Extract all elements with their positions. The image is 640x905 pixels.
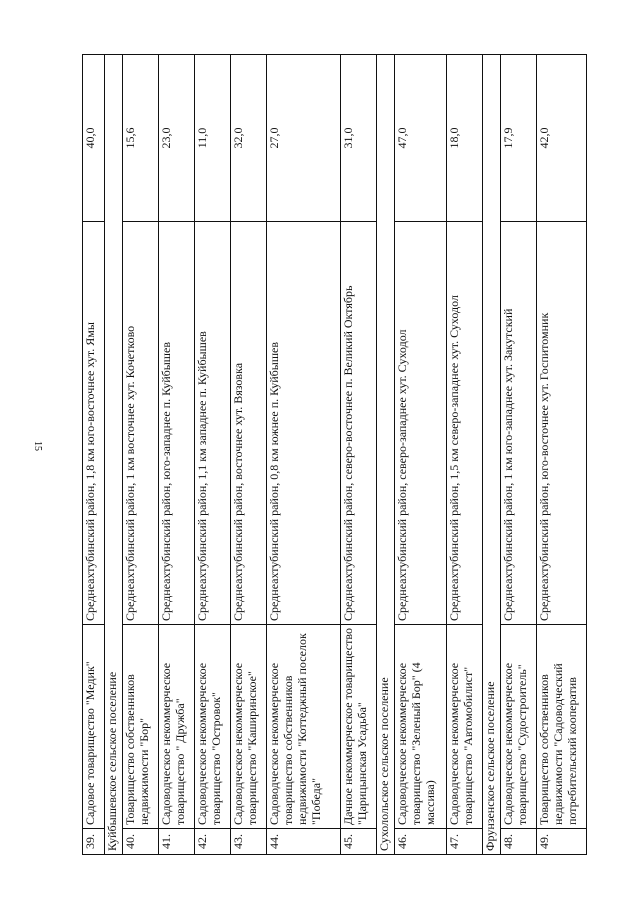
row-value: 31,0 (341, 55, 377, 222)
table-row (83, 55, 105, 855)
row-location: Среднеахтубинский район, восточнее хут. Вязовка (231, 222, 267, 625)
row-number: 45. (341, 829, 377, 855)
row-number: 47. (447, 829, 483, 855)
row-name: Садоводческое некоммерческое товарищество собственников недвижимости "Коттеджный поселок "Победа" (267, 625, 341, 829)
row-number: 39. (83, 829, 105, 855)
row-location: Среднеахтубинский район, 1 км восточнее хут. Кочетково (123, 222, 159, 625)
row-number: 46. (395, 829, 447, 855)
row-number: 43. (231, 829, 267, 855)
table-row (159, 55, 195, 855)
section-title: Фрунзенское сельское поселение (483, 55, 501, 855)
table-row (123, 55, 159, 855)
table-row (341, 55, 377, 855)
row-value: 47,0 (395, 55, 447, 222)
table-row (395, 55, 447, 855)
row-name: Садоводческое некоммерческое товарищество "Зеленый Бор" (4 массива) (395, 625, 447, 829)
row-location: Среднеахтубинский район, 1 км юго-западнее хут. Закутский (501, 222, 537, 625)
row-location: Среднеахтубинский район, 1,1 км западнее п. Куйбышев (195, 222, 231, 625)
row-location: Среднеахтубинский район, северо-западнее хут. Суходол (395, 222, 447, 625)
row-name: Садоводческое некоммерческое товарищество " Дружба" (159, 625, 195, 829)
row-value: 23,0 (159, 55, 195, 222)
row-value: 27,0 (267, 55, 341, 222)
row-number: 49. (537, 829, 587, 855)
row-name: Товарищество собственников недвижимости "Садоводческий потребительский кооператив (537, 625, 587, 829)
row-name: Садоводческое некоммерческое товарищество "Судостроитель" (501, 625, 537, 829)
section-row (377, 55, 395, 855)
row-number: 41. (159, 829, 195, 855)
row-number: 48. (501, 829, 537, 855)
table-row (267, 55, 341, 855)
row-location: Среднеахтубинский район, 0,8 км южнее п. Куйбышев (267, 222, 341, 625)
section-title: Сухолольское сельское поселение (377, 55, 395, 855)
row-location: Среднеахтубинский район, северо-восточнее п. Великий Октябрь (341, 222, 377, 625)
row-location: Среднеахтубинский район, юго-западнее п. Куйбышев (159, 222, 195, 625)
row-value: 18,0 (447, 55, 483, 222)
row-location: Среднеахтубинский район, 1,8 км юго-восточнее хут. Ямы (83, 222, 105, 625)
table-body (83, 55, 587, 855)
row-value: 32,0 (231, 55, 267, 222)
section-row (483, 55, 501, 855)
table-row (231, 55, 267, 855)
rotated-table-wrapper (82, 55, 579, 855)
row-name: Садоводческое некоммерческое товарищество "Островок" (195, 625, 231, 829)
page-number: 15 (32, 441, 43, 451)
row-value: 40,0 (83, 55, 105, 222)
registry-table (82, 54, 587, 855)
table-row (537, 55, 587, 855)
row-name: Садоводческое некоммерческое товарищество "Каширинское" (231, 625, 267, 829)
row-name: Дачное некоммерческое товарищество "Царицынская Усадьба" (341, 625, 377, 829)
row-value: 15,6 (123, 55, 159, 222)
section-row (105, 55, 123, 855)
row-name: Товарищество собственников недвижимости "Бор" (123, 625, 159, 829)
row-location: Среднеахтубинский район, 1,5 км северо-западнее хут. Суходол (447, 222, 483, 625)
row-value: 11,0 (195, 55, 231, 222)
table-row (501, 55, 537, 855)
row-name: Садоводческое некоммерческое товарищество "Автомобилист" (447, 625, 483, 829)
row-number: 42. (195, 829, 231, 855)
row-location: Среднеахтубинский район, юго-восточнее хут. Госпитомник (537, 222, 587, 625)
row-value: 17,9 (501, 55, 537, 222)
row-number: 40. (123, 829, 159, 855)
row-number: 44. (267, 829, 341, 855)
row-value: 42,0 (537, 55, 587, 222)
table-row (447, 55, 483, 855)
section-title: Куйбышевское сельское поселение (105, 55, 123, 855)
table-row (195, 55, 231, 855)
row-name: Садовое товарищество "Медик" (83, 625, 105, 829)
